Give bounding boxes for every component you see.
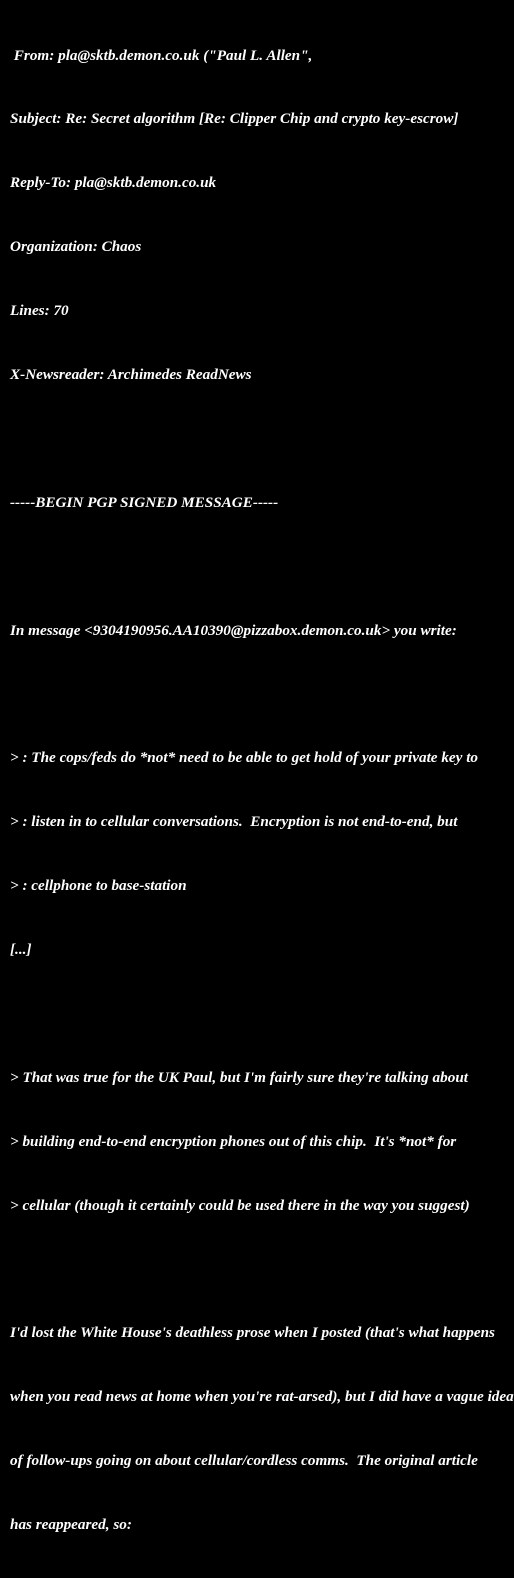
blank-line: [10, 1003, 512, 1024]
pgp-begin-marker: -----BEGIN PGP SIGNED MESSAGE-----: [10, 493, 279, 511]
blank-line: [10, 1259, 512, 1280]
ellipsis-line: [...]: [10, 941, 32, 959]
attribution-line: In message <9304190956.AA10390@pizzabox.demon.co.uk> you write:: [10, 621, 457, 639]
quoted-line: > That was true for the UK Paul, but I'm fairly sure they're talking about: [10, 1068, 469, 1086]
header-newsreader: X-Newsreader: Archimedes ReadNews: [10, 366, 252, 384]
header-from: From: pla@sktb.demon.co.uk ("Paul L. Allen",: [10, 46, 313, 64]
body-line: of follow-ups going on about cellular/cordless comms. The original article: [10, 1452, 478, 1470]
body-line: I'd lost the White House's deathless prose when I posted (that's what happens: [10, 1324, 495, 1342]
quoted-line: > : cellphone to base-station: [10, 877, 187, 895]
body-line: has reappeared, so:: [10, 1516, 132, 1534]
blank-line: [10, 556, 512, 577]
body-line: when you read news at home when you're rat-arsed), but I did have a vague idea: [10, 1388, 514, 1406]
quoted-line: > : The cops/feds do *not* need to be able to get hold of your private key to: [10, 749, 479, 767]
blank-line: [10, 428, 512, 449]
header-lines: Lines: 70: [10, 302, 69, 320]
quoted-line: > cellular (though it certainly could be used there in the way you suggest): [10, 1196, 470, 1214]
quoted-line: > : listen in to cellular conversations. Encryption is not end-to-end, but: [10, 813, 458, 831]
blank-line: [10, 684, 512, 705]
header-organization: Organization: Chaos: [10, 238, 142, 256]
header-reply-to: Reply-To: pla@sktb.demon.co.uk: [10, 174, 217, 192]
quoted-line: > building end-to-end encryption phones out of this chip. It's *not* for: [10, 1132, 457, 1150]
header-subject: Subject: Re: Secret algorithm [Re: Clipper Chip and crypto key-escrow]: [10, 110, 459, 128]
article-text: [10, 2, 512, 1578]
